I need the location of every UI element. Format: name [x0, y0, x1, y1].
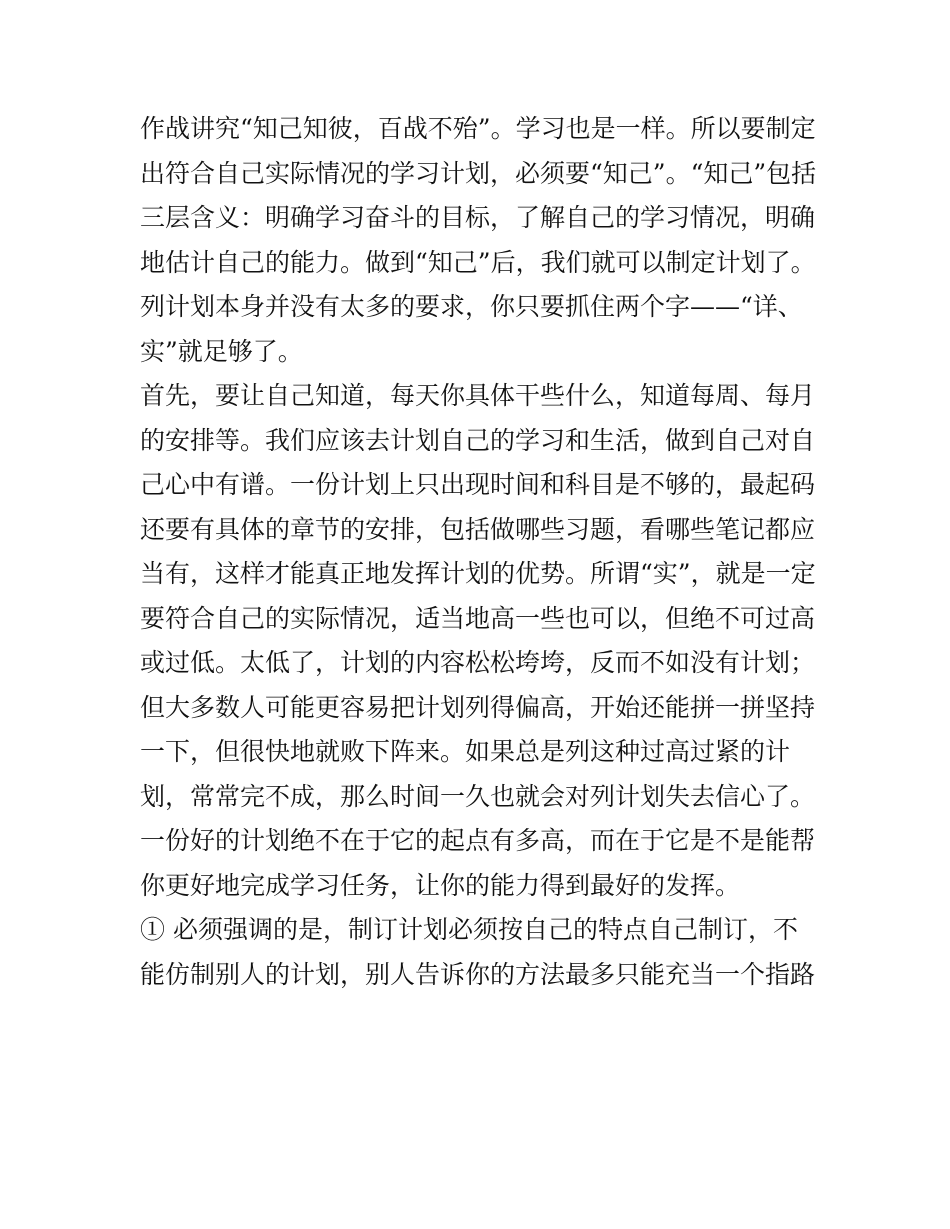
text-line: 一下，但很快地就败下阵来。如果总是列这种过高过紧的计 [140, 737, 791, 766]
body-text [140, 107, 820, 997]
text-line: 但大多数人可能更容易把计划列得偏高，开始还能拼一拼坚持 [140, 692, 816, 722]
text-line: 你更好地完成学习任务，让你的能力得到最好的发挥。 [140, 870, 741, 900]
text-line: 要符合自己的实际情况，适当地高一些也可以，但绝不可过高 [140, 603, 816, 633]
text-line: 的安排等。我们应该去计划自己的学习和生活，做到自己对自 [140, 425, 816, 455]
text-line: 首先，要让自己知道，每天你具体干些什么，知道每周、每月 [140, 381, 816, 410]
text-line: 划，常常完不成，那么时间一久也就会对列计划失去信心了。 [140, 781, 816, 811]
text-line: 实”就足够了。 [140, 336, 303, 366]
text-line: 作战讲究“知己知彼，百战不殆”。学习也是一样。所以要制定 [140, 114, 816, 143]
text-line: 列计划本身并没有太多的要求，你只要抓住两个字——“详、 [140, 292, 803, 321]
text-line: 己心中有谱。一份计划上只出现时间和科目是不够的，最起码 [140, 470, 816, 499]
text-line: 能仿制别人的计划，别人告诉你的方法最多只能充当一个指路 [140, 959, 816, 989]
text-line: 地估计自己的能力。做到“知己”后，我们就可以制定计划了。 [140, 247, 816, 277]
text-line: 出符合自己实际情况的学习计划，必须要“知己”。“知己”包括 [140, 158, 817, 188]
text-line: 或过低。太低了，计划的内容松松垮垮，反而不如没有计划； [140, 648, 816, 677]
text-line: 还要有具体的章节的安排，包括做哪些习题，看哪些笔记都应 [140, 514, 816, 544]
text-line: 三层含义：明确学习奋斗的目标，了解自己的学习情况，明确 [140, 203, 816, 232]
text-line: 一份好的计划绝不在于它的起点有多高，而在于它是不是能帮 [140, 826, 816, 855]
text-line: 当有，这样才能真正地发挥计划的优势。所谓“实”，就是一定 [140, 559, 816, 588]
text-line: ① 必须强调的是，制订计划必须按自己的特点自己制订，不 [140, 915, 798, 944]
